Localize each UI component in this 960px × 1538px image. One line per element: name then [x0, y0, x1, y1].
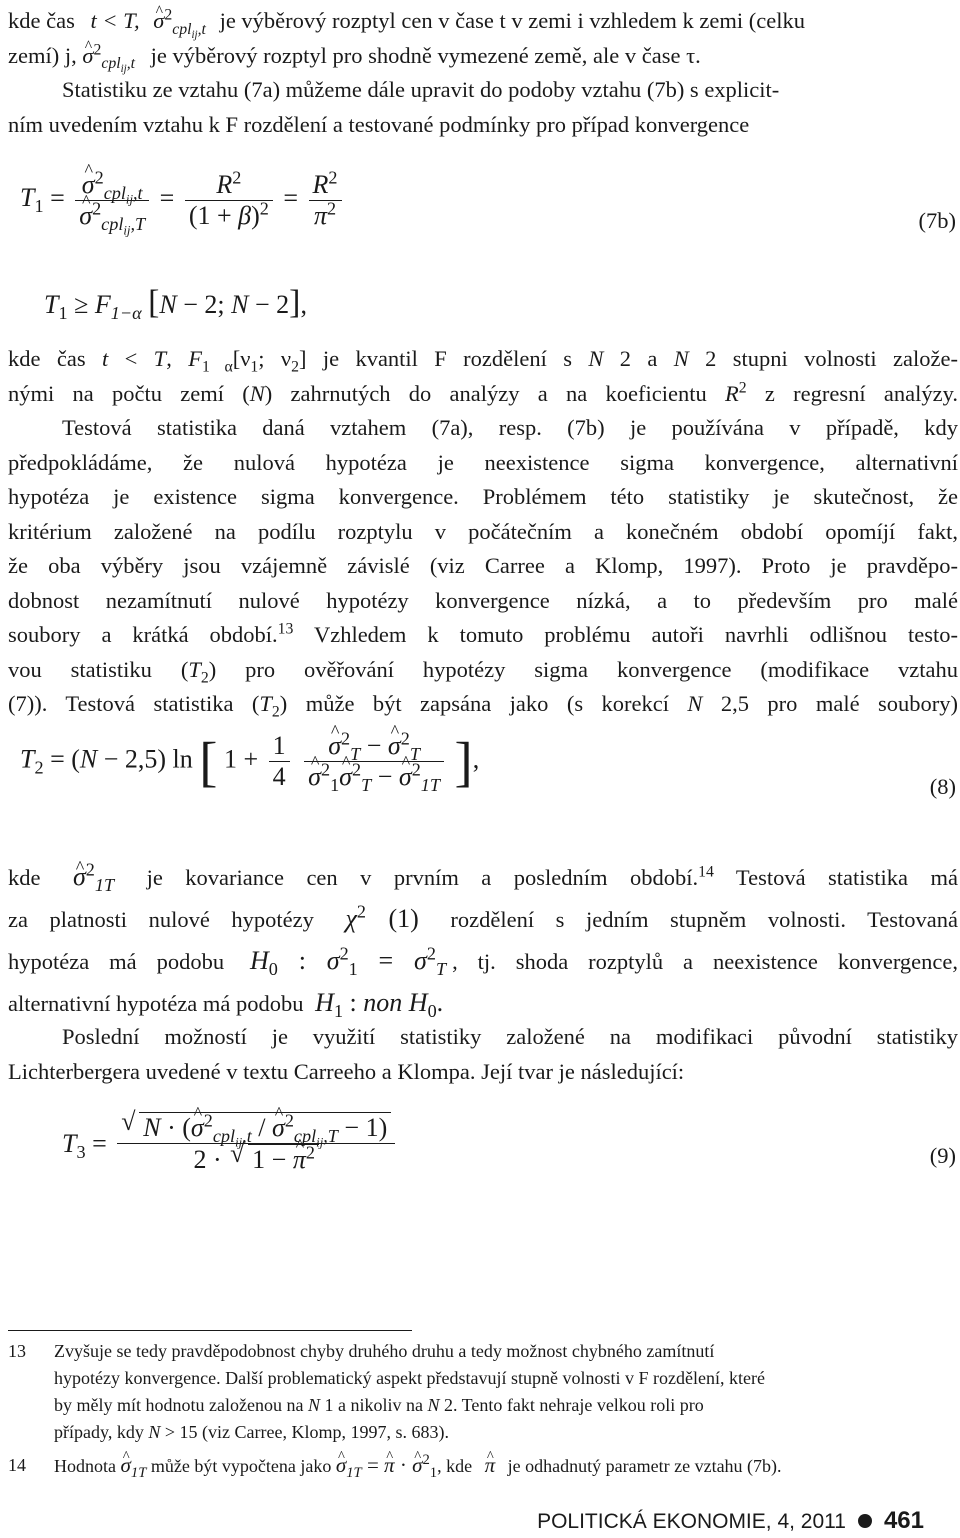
para1-line-9: soubory a krátká období.$^{13}$ Vzhledem k tomuto problému autoři navrhli odlišnou testo- [8, 620, 958, 647]
para2-line-2: za platnosti nulové hypotézy $\chi^2$ (1) rozdělení s jedním stupněm volnosti. Testovaná [8, 901, 959, 933]
paragraph-3 [8, 1020, 958, 1089]
page-footer [537, 1507, 924, 1535]
para1-line-6: kritérium založené na podílu rozptylu v počátečním a konečném období opomíjí fakt, [8, 518, 958, 544]
footnote-rule [8, 1330, 412, 1331]
para1-line-1: kde čas t < T, $F_{1 \alpha}[\nu_1$; $\nu_2$] je kvantil F rozdělení s N 2 a N 2 stupni volnosti založe- [8, 346, 958, 376]
fraction: $\frac{1}{4}$ [269, 731, 290, 792]
para3-line-1: Poslední možností je využití statistiky založené na modifikaci původní statistiky [62, 1024, 958, 1049]
footnote-13-line-2: hypotézy konvergence. Další problematický aspekt představují stupně volnosti v F rozdělení, které [54, 1368, 765, 1388]
fraction: $\frac{R^2}{(1 + \beta)^2}$ [185, 170, 273, 231]
bullet-icon [858, 1514, 872, 1528]
intro-paragraph [8, 4, 958, 142]
para1-line-7: že oba výběry jsou vzájemně závislé (viz Carree a Klomp, 1997). Proto je pravděpo- [8, 553, 958, 578]
para1-line-2: nými na počtu zemí (N) zahrnutých do analýzy a na koeficientu $R^2$ z regresní analýzy. [8, 379, 959, 406]
equation-number-9: (9) [929, 1143, 956, 1168]
intro-line-4: ním uvedením vztahu k F rozdělení a testované podmínky pro případ konvergence [8, 111, 750, 137]
equation-7b-condition: $T_1 \ge F_{1-\alpha}$ [N − 2; N − 2], [44, 284, 307, 324]
para1-line-10: vou statistiku $(T_2)$ pro ověřování hypotézy sigma konvergence (modifikace vztahu [8, 656, 958, 686]
para1-line-4: předpokládáme, že nulová hypotéza je neexistence sigma konvergence, alternativní [8, 449, 958, 475]
equation-7b: $T_1$ = ^ $\sigma^2_{cpl_{ij},t}$ ^ $\sigma^2_{cpl_{ij},T}$ = $\frac{R^2}{(1 + \beta)^2}$ = $\frac{R^2}{\pi^2}$ [20, 170, 346, 231]
equation-number-8: (8) [929, 774, 956, 799]
para3-line-2: Lichterbergera uvedené v textu Carreeho a Klompa. Její tvar je následující: [8, 1058, 685, 1084]
page: kde čas t < T, ^ $\sigma^2_{cpl_{ij},t}$ je výběrový rozptyl cen v čase t v zemi i vzhledem k zemi (celku zemí) j, ^ $\sigma^2_{cpl_{ij},t}$ je výběrový rozptyl pro shodně vymezené země, ale v čase τ. Statistiku ze vztahu (7a) můžeme dále upravit do podoby vztahu (7b) s explicit- ním uvedením vztahu k F rozdělení a testované podmínky pro případ konvergence $T_1$ = ^ $\sigma^2_{cpl_{ij},t}$ ^ $\sigma^2_{cpl_{ij},T}$ = $\frac{R^2}{(1 + \beta)^2}$ = $\frac{R^2}{\pi^2}$ (7b) $T_1 \ge F_{1-\alpha}$ [N − 2; N − 2], kde čas t < T, $F_{1 \alpha}[\nu_1$; $\nu_2$] je kvantil F rozdělení s N 2 a N 2 stupni volnosti založe- nými na počtu zemí (N) zahrnutých do analýzy a na koeficientu $R^2$ z regresní analýzy. Testová statistika daná vztahem (7a), resp. (7b) je používána v případě, kdy předpokládáme, že nulová hypotéza je neexistence sigma konvergence, alternativní hypotéza je existence sigma konvergence. Problémem této statistiky je skutečnost, že kritérium založené na podílu rozptylu v počátečním a konečném období opomíjí fakt, že oba výběry jsou vzájemně závislé (viz Carree a Klomp, 1997). Proto je pravděpo- dobnost nezamítnutí nulové hypotézy konvergence nízká, a to především pro malé soubory a krátká období.$^{13}$ Vzhledem k tomuto problému autoři navrhli odlišnou testo- vou statistiku $(T_2)$ pro ověřování hypotézy sigma konvergence (modifikace vztahu (7)). Testová statistika $(T_2)$ může být zapsána jako (s korekcí N 2,5 pro malé soubory) $T_2 = (N - 2,5)$ ln [ 1 + $\frac{1}{4}$ ^ $\sigma^2_T$ − ^ $\sigma^2_T$ ^ $\sigma^2_1\^{}$ $\sigma^2_T$ − ^ $\sigma^2_{1T}$ ], (8) kde ^ $\sigma^2_{1T}$ je kovariance cen v prvním a posledním období.$^{14}$ Testová statistika má za platnosti nulové hypotézy $\chi^2$ (1) rozdělení s jedním stupněm volnosti. Testovaná hypotéza má podobu $H_0$ : $\sigma^2_1 = \sigma^2_T$ , tj. shoda rozptylů a neexistence konvergence, alternativní hypotéza má podobu $H_1$ : non $H_0$. Poslední možností je využití statistiky založené na modifikaci původní statistiky Lichterbergera uvedené v textu Carreeho a Klompa. Její tvar je následující: $T_3$ = √ $\frac{N \cdot (\^{} \sigma^2_{cpl_{ij},t} / \^{} \sigma^2_{cpl_{ij},T} - 1)}{2 \cdot √ 1 - \^{} \pi^2}$ (9) 13 Zvyšuje se tedy pravděpodobnost chyby druhého druhu a tedy možnost chybného zamítnutí hypotézy konvergence. Další problematický aspekt představují stupně volnosti v F rozdělení, které by měly mít hodnotu založenou na N 1 a nikoliv na N 2. Tento fakt nehraje velkou roli pro případy, kdy N > 15 (viz Carree, Klomp, 1997, s. 683). 14 Hodnota ^ $\sigma_{1T}$ může být vypočtena jako ^ $\sigma_{1T}$ = ^ π · ^ $\sigma^2_1$, kde ^ π je odhadnutý parametr ze vztahu (7b). POLITICKÁ EKONOMIE, 4, 2011 461 [0, 0, 960, 1538]
paragraph-2 [8, 856, 958, 1024]
para2-line-3: hypotéza má podobu $H_0$ : $\sigma^2_1 = \sigma^2_T$ , tj. shoda rozptylů a neexistence konvergence, [8, 943, 958, 980]
para2-line-4: alternativní hypotéza má podobu $H_1$ : non $H_0$. [8, 988, 444, 1022]
sigma-hat-symbol: ^ σ [82, 39, 93, 74]
page-number: 461 [883, 1507, 924, 1534]
equation-8: $T_2 = (N - 2,5)$ ln [ 1 + $\frac{1}{4}$ ^ $\sigma^2_T$ − ^ $\sigma^2_T$ ^ $\sigma^2_1\^{}$ $\sigma^2_T$ − ^ $\sigma^2_{1T}$ ], [20, 730, 479, 793]
para1-line-3: Testová statistika daná vztahem (7a), resp. (7b) je používána v případě, kdy [62, 415, 958, 440]
para2-line-1: kde ^ $\sigma^2_{1T}$ je kovariance cen v prvním a posledním období.$^{14}$ Testová statistika má [8, 856, 958, 898]
para1-line-8: dobnost nezamítnutí nulové hypotézy konvergence nízká, a to především pro malé [8, 587, 958, 613]
equation-9: $T_3$ = √ $\frac{N \cdot (\^{} \sigma^2_{cpl_{ij},t} / \^{} \sigma^2_{cpl_{ij},T} - 1)}{2 \cdot √ 1 - \^{} \pi^2}$ [62, 1112, 399, 1175]
intro-line-3: Statistiku ze vztahu (7a) můžeme dále upravit do podoby vztahu (7b) s explicit- [62, 77, 780, 102]
para1-line-11: (7)). Testová statistika $(T_2)$ může být zapsána jako (s korekcí N 2,5 pro malé soubory) [8, 691, 958, 721]
footnote-13-line-4: případy, kdy N > 15 (viz Carree, Klomp, 1997, s. 683). [54, 1422, 449, 1442]
journal-name: POLITICKÁ EKONOMIE, 4, 2011 [537, 1510, 846, 1533]
para1-line-5: hypotéza je existence sigma konvergence. Problémem této statistiky je skutečnost, že [8, 484, 958, 509]
paragraph-1 [8, 342, 958, 722]
sigma-hat-symbol: ^ σ [153, 4, 164, 39]
equation-number-7b: (7b) [918, 208, 956, 233]
intro-line-2: zemí) j, ^ $\sigma^2_{cpl_{ij},t}$ je výběrový rozptyl pro shodně vymezené země, ale v čase τ. [8, 39, 958, 74]
fraction: ^ $\sigma^2_T$ − ^ $\sigma^2_T$ ^ $\sigma^2_1\^{}$ $\sigma^2_T$ − ^ $\sigma^2_{1T}$ [304, 731, 444, 792]
fraction: ^ $\sigma^2_{cpl_{ij},t}$ ^ $\sigma^2_{cpl_{ij},T}$ [75, 170, 149, 231]
fraction: √ $\frac{N \cdot (\^{} \sigma^2_{cpl_{ij},t} / \^{} \sigma^2_{cpl_{ij},T} - 1)}{2 \cdot √ 1 - \^{} \pi^2}$ [117, 1112, 395, 1175]
footnote-13-line-1: Zvyšuje se tedy pravděpodobnost chyby druhého druhu a tedy možnost chybného zamítnutí [54, 1341, 715, 1361]
fraction: $\frac{R^2}{\pi^2}$ [309, 170, 342, 231]
intro-line-1: kde čas t < T, ^ $\sigma^2_{cpl_{ij},t}$ je výběrový rozptyl cen v čase t v zemi i vzhledem k zemi (celku [8, 4, 958, 39]
footnote-13-line-3: by měly mít hodnotu založenou na N 1 a nikoliv na N 2. Tento fakt nehraje velkou roli pro [54, 1395, 704, 1415]
